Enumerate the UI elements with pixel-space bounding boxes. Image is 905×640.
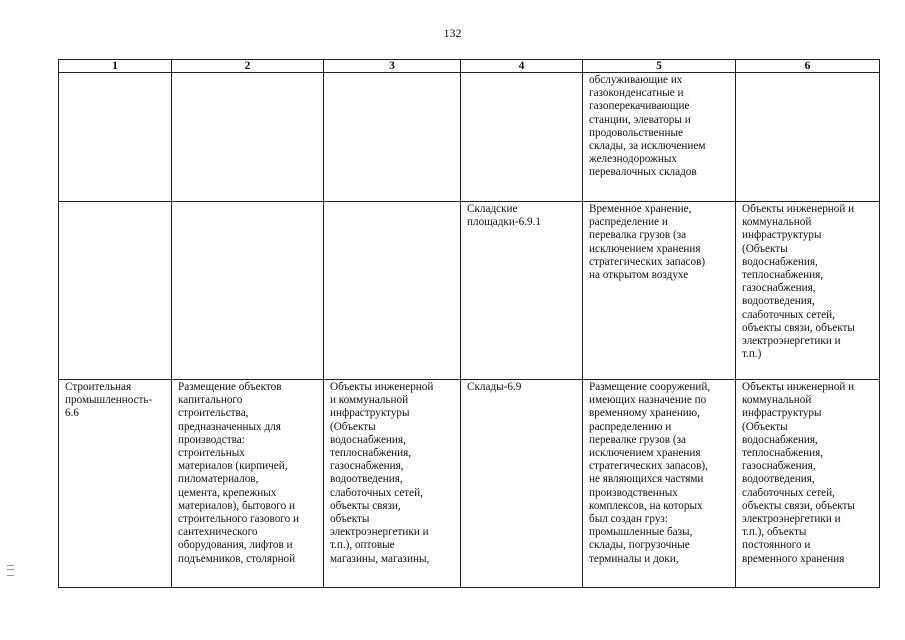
cell-text: Объекты инженерной и коммунальной инфраструктуры (Объекты водоснабжения, теплоснабжения, газоснабжения, водоотведения, слаботочных сетей, объекты связи, объекты электроэнергетики и т.п.) (742, 203, 855, 361)
table-row (59, 202, 880, 380)
table-cell (172, 73, 324, 202)
cell-text: Размещение сооружений, имеющих назначение по временному хранению, распределению и перевалке грузов (за исключением хранения стратегических запасов), не являющихся частями производственных комплексов, на которых был создан груз: промышленные базы, склады, погрузочные терминалы и доки, (589, 381, 711, 565)
cell-text: Объекты инженерной и коммунальной инфраструктуры (Объекты водоснабжения, теплоснабжения, газоснабжения, водоотведения, слаботочных сетей, объекты связи, объекты электроэнергетики и т.п.), объекты постоянного и временного хранения (742, 381, 855, 565)
column-header-6: 6 (736, 60, 880, 73)
header-row (59, 60, 880, 73)
cell-text: Временное хранение, распределение и перевалка грузов (за исключением хранения стратегических запасов) на открытом воздухе (589, 203, 706, 282)
table-cell (59, 380, 172, 588)
cell-text: Склады-6.9 (467, 381, 522, 393)
table-row (59, 73, 880, 202)
table-cell (583, 73, 736, 202)
column-header-3: 3 (324, 60, 461, 73)
table-cell (324, 202, 461, 380)
table-cell (461, 73, 583, 202)
table-cell (736, 202, 880, 380)
table-cell (736, 380, 880, 588)
cell-text: Складские площадки-6.9.1 (467, 203, 541, 229)
cell-text: обслуживающие их газоконденсатные и газоперекачивающие станции, элеваторы и продовольственные склады, за исключением железнодорожных перевалочных складов (589, 74, 706, 179)
column-header-1: 1 (59, 60, 172, 73)
table-row (59, 380, 880, 588)
table-cell (324, 73, 461, 202)
table-cell (583, 380, 736, 588)
table-cell (59, 202, 172, 380)
table-cell (583, 202, 736, 380)
table-cell (172, 202, 324, 380)
page-number: 132 (443, 26, 462, 40)
margin-mark (7, 565, 14, 576)
cell-text: Размещение объектов капитального строительства, предназначенных для производства: строительных материалов (кирпичей, пиломатериалов, цемента, крепежных материалов), бытового и строительного газового и сантехнического оборудования, лифтов и подъемников, столярной (178, 381, 299, 565)
column-header-5: 5 (583, 60, 736, 73)
table-cell (324, 380, 461, 588)
table-cell (59, 73, 172, 202)
land-use-table (58, 59, 880, 588)
table-cell (172, 380, 324, 588)
table-cell (736, 73, 880, 202)
column-header-4: 4 (461, 60, 583, 73)
table-cell (461, 202, 583, 380)
cell-text: Объекты инженерной и коммунальной инфраструктуры (Объекты водоснабжения, теплоснабжения, газоснабжения, водоотведения, слаботочных сетей, объекты связи, объекты электроэнергетики и т.п.), оптовые магазины, магазины, (330, 381, 434, 565)
column-header-2: 2 (172, 60, 324, 73)
table-cell (461, 380, 583, 588)
cell-text: Строительная промышленность- 6.6 (65, 381, 153, 420)
